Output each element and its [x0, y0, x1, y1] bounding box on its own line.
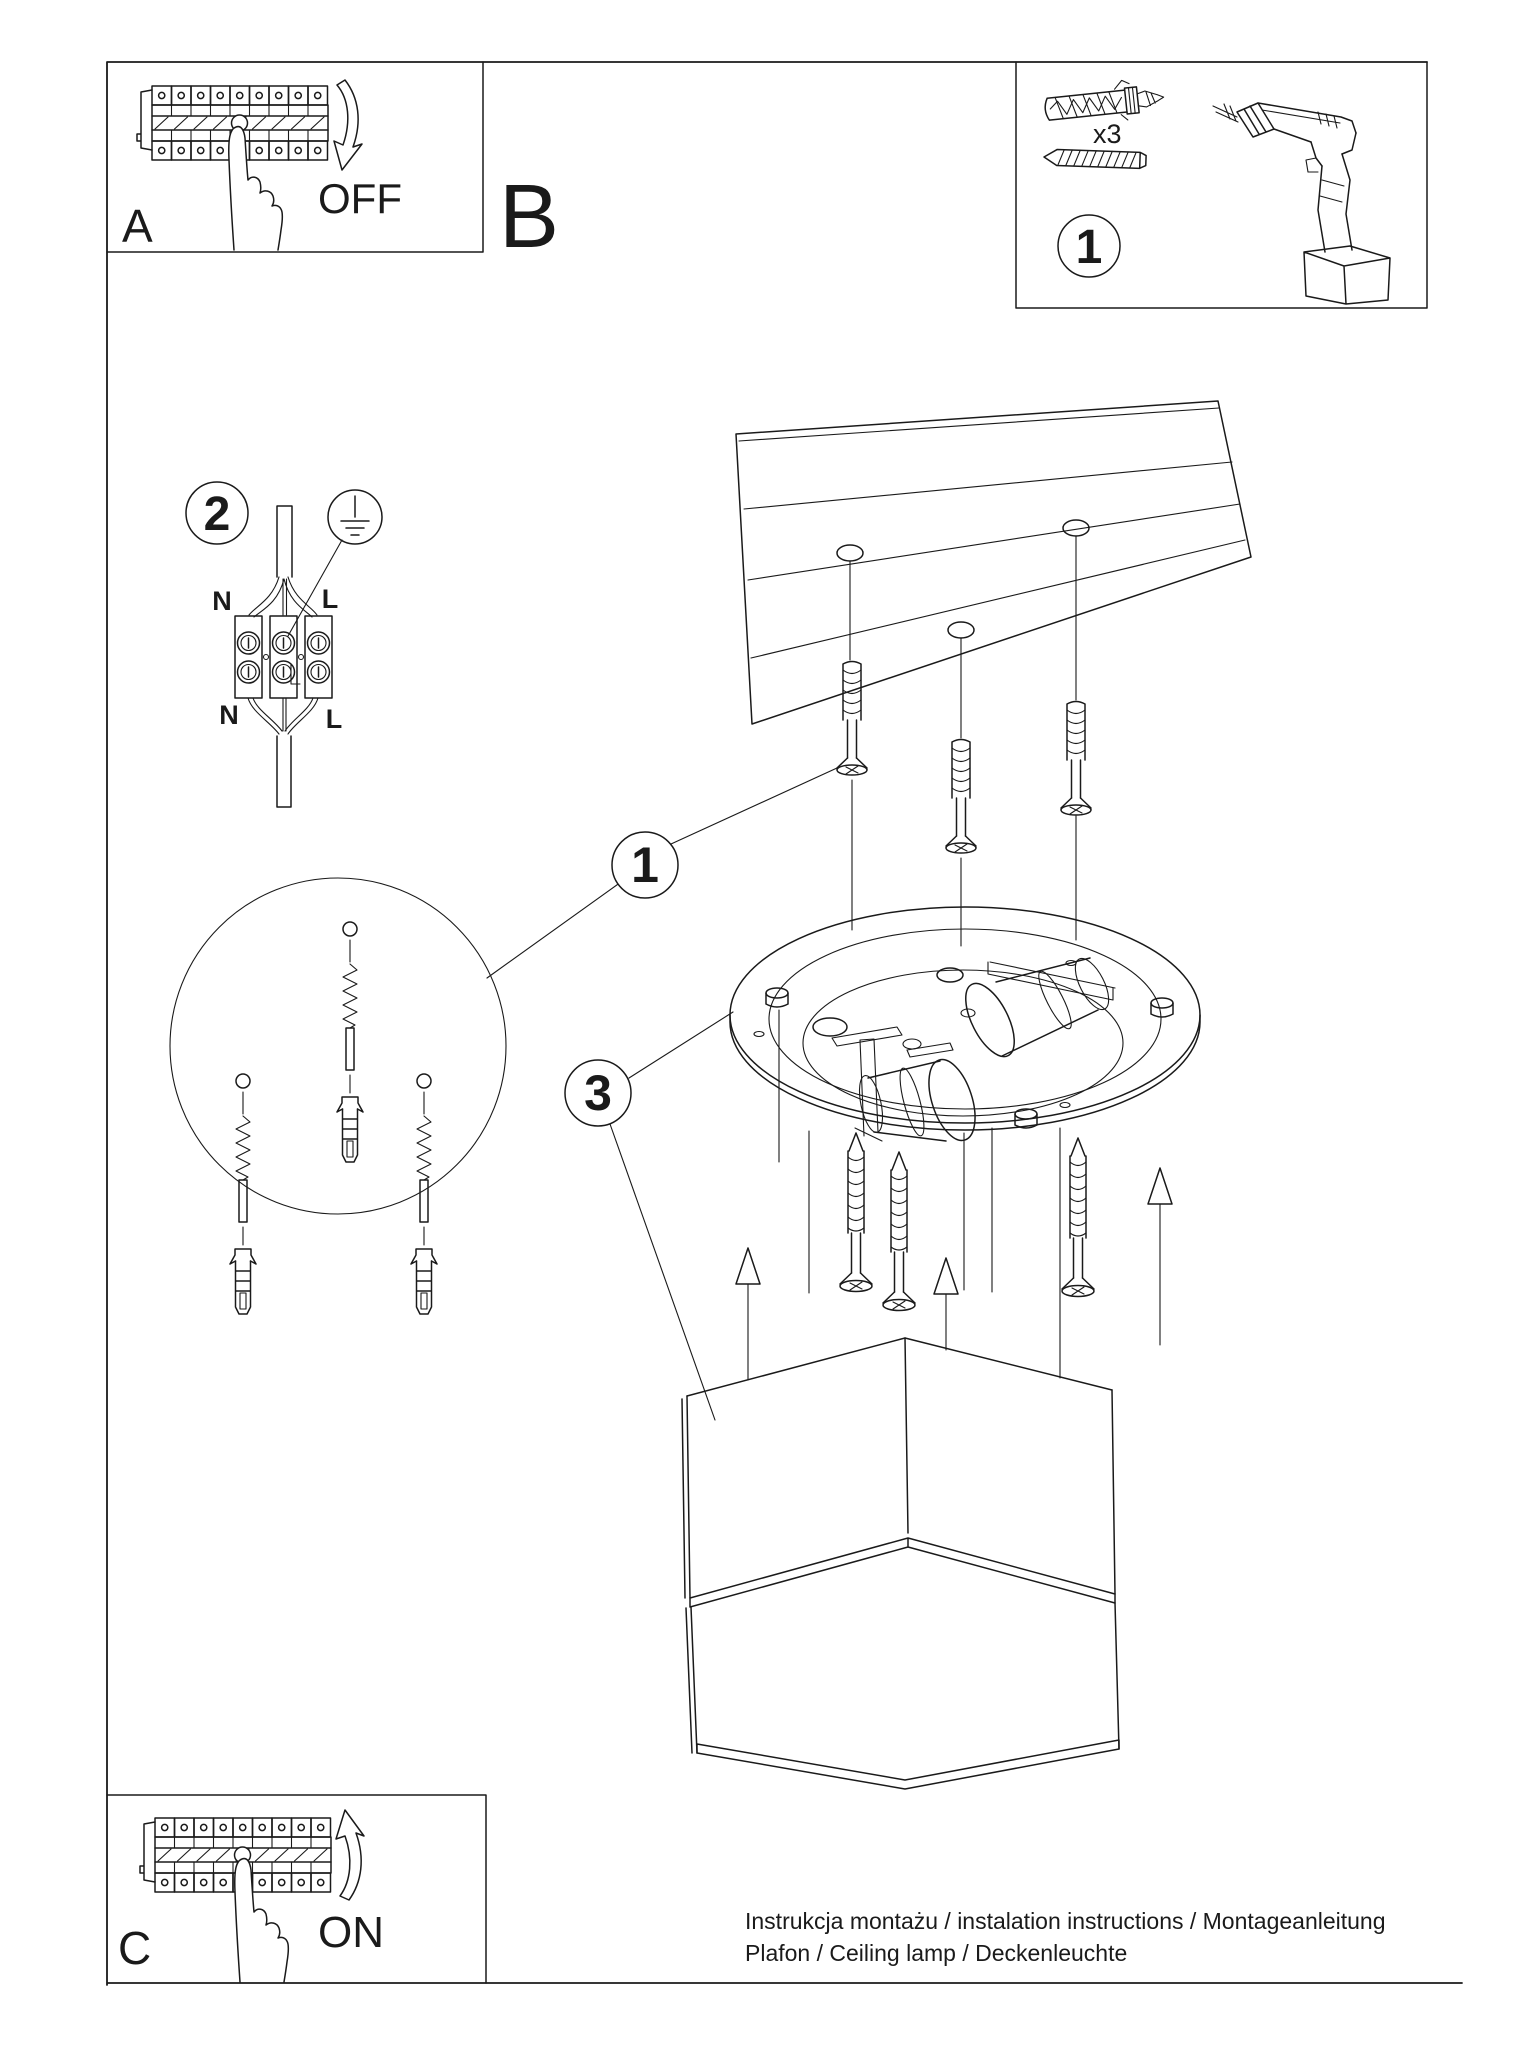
- kit-panel: [1016, 62, 1427, 308]
- panel-c-letter: C: [118, 1922, 152, 1974]
- mains-cable-icon: [249, 506, 317, 617]
- drill-icon: [1213, 103, 1390, 304]
- terminal-block-icon: [235, 616, 332, 698]
- terminal-label-n-bottom: N: [219, 700, 239, 730]
- hexagonal-shade: [682, 1338, 1119, 1789]
- panel-a-letter: A: [122, 200, 153, 252]
- footer-line-2: Plafon / Ceiling lamp / Deckenleuchte: [745, 1940, 1128, 1966]
- wiring-step-badge: [186, 482, 248, 544]
- canopy-callout: [565, 1012, 733, 1420]
- pointing-hand-icon: [235, 1859, 289, 1982]
- pointing-hand-icon: [229, 127, 283, 250]
- off-label: OFF: [318, 175, 402, 222]
- anchor-quantity-label: x3: [1093, 119, 1122, 149]
- on-label: ON: [318, 1908, 384, 1957]
- detail-circle: [170, 878, 506, 1214]
- up-arrow-icon: [934, 1258, 958, 1294]
- panel-c-border: [107, 1795, 486, 1983]
- up-arrow-icon: [736, 1248, 760, 1284]
- curved-arrow-off-icon: [334, 80, 362, 170]
- canopy-screw-post: [766, 988, 788, 1007]
- anchors-callout-number: 1: [631, 837, 659, 893]
- anchor-detail: [170, 878, 506, 1314]
- kit-step-badge: [1058, 215, 1120, 277]
- terminal-label-n-top: N: [212, 586, 232, 616]
- terminal-label-l-top: L: [321, 584, 339, 614]
- cable-out-icon: [248, 698, 318, 807]
- up-arrow-icon: [1148, 1168, 1172, 1204]
- panel-a-border: [107, 62, 483, 252]
- mounting-screw-icon: [1061, 702, 1091, 816]
- drill-hole: [948, 622, 974, 638]
- wiring-step: [186, 482, 382, 807]
- earth-symbol-icon: [288, 490, 382, 636]
- wall-anchor-assembly-icon: [411, 1074, 437, 1314]
- panel-c: [107, 1795, 486, 1983]
- wiring-step-number: 2: [203, 488, 231, 541]
- kit-step-number: 1: [1075, 221, 1103, 274]
- canopy-hole: [813, 1018, 847, 1036]
- mounting-screw-icon: [840, 1133, 872, 1292]
- sheet-frame: [107, 62, 1462, 1985]
- canopy-outer-rim: [730, 907, 1200, 1123]
- curved-arrow-on-icon: [336, 1810, 364, 1900]
- wall-anchor-assembly-icon: [337, 922, 363, 1162]
- mounting-screw-icon: [837, 662, 867, 776]
- terminal-label-l-bottom: L: [325, 704, 343, 734]
- ceiling-panel: [736, 401, 1251, 853]
- screw-icon: [1044, 149, 1146, 169]
- footer-line-1: Instrukcja montażu / instalation instructions / Montageanleitung: [745, 1908, 1386, 1934]
- footer: [745, 1908, 1386, 1966]
- mounting-screw-icon: [1062, 1138, 1094, 1297]
- panel-a: [107, 62, 483, 252]
- mounting-screw-icon: [946, 740, 976, 854]
- wall-anchor-assembly-icon: [230, 1074, 256, 1314]
- mounting-screw-icon: [883, 1152, 915, 1311]
- canopy-callout-number: 3: [584, 1065, 612, 1121]
- canopy-screw-post: [1151, 998, 1173, 1017]
- drill-hole: [837, 545, 863, 561]
- panel-b-letter: B: [499, 167, 560, 267]
